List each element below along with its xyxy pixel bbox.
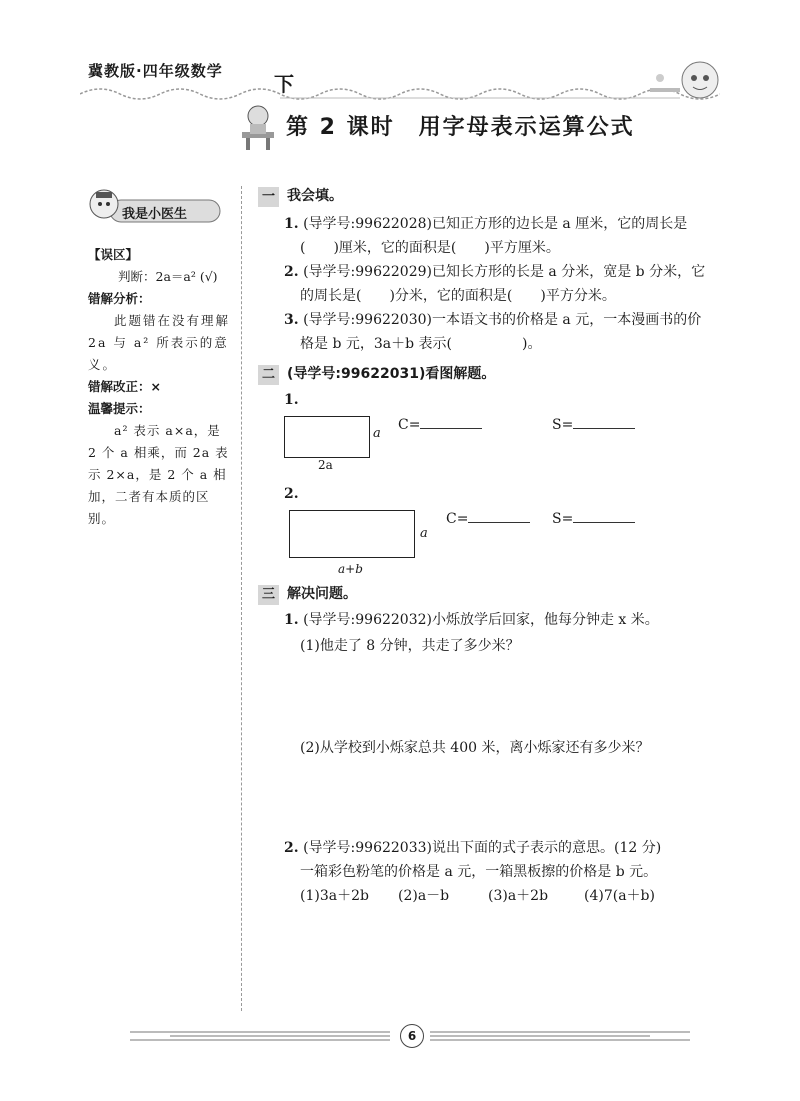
fig1-s-label: S= bbox=[552, 417, 574, 433]
q1-1-continued: ( )厘米，它的面积是( )平方厘米。 bbox=[300, 240, 560, 256]
fig1-s-blank[interactable] bbox=[573, 414, 635, 429]
section-1-label: 一 bbox=[258, 187, 279, 207]
error-zone-label: 【误区】 bbox=[88, 247, 139, 262]
q1-3-number: 3. bbox=[284, 312, 299, 328]
correction-label: 错解改正：× bbox=[88, 379, 161, 394]
section-2-label: 二 bbox=[258, 365, 279, 385]
column-divider bbox=[241, 186, 242, 1011]
q1-1-number: 1. bbox=[284, 216, 299, 232]
fig1-c-blank[interactable] bbox=[420, 414, 482, 429]
section-2-heading bbox=[258, 364, 495, 385]
lesson-title: 第 2 课时 用字母表示运算公式 bbox=[286, 115, 635, 140]
section-3-title: 解决问题。 bbox=[287, 586, 358, 602]
fig2-area bbox=[552, 508, 635, 529]
fig1-height-label: a bbox=[373, 426, 381, 441]
sidebar-badge-label: 我是小医生 bbox=[122, 207, 188, 222]
q3-1-sub1: (1)他走了 8 分钟，共走了多少米？ bbox=[300, 638, 520, 654]
cartoon-decoration-icon bbox=[640, 58, 730, 102]
fig2-width-label: a+b bbox=[338, 562, 363, 576]
q3-1-sub2: (2)从学校到小烁家总共 400 米，离小烁家还有多少米？ bbox=[300, 740, 650, 756]
section-2-title: (导学号:99622031)看图解题。 bbox=[287, 366, 496, 382]
section-1-title: 我会填。 bbox=[287, 188, 344, 204]
fig2-c-blank[interactable] bbox=[468, 508, 530, 523]
rectangle-figure-1 bbox=[284, 416, 370, 458]
section-3-label: 三 bbox=[258, 585, 279, 605]
q3-2-text: (导学号:99622033)说出下面的式子表示的意思。(12 分) bbox=[303, 840, 662, 856]
fig1-number: 1. bbox=[284, 392, 299, 408]
fig1-perimeter bbox=[398, 414, 482, 435]
analysis-text: 此题错在没有理解 2a 与 a² 所表示的意义。 bbox=[88, 313, 231, 372]
q1-1-text: (导学号:99622028)已知正方形的边长是 a 厘米，它的周长是 bbox=[303, 216, 688, 232]
fig1-width-label: 2a bbox=[318, 458, 333, 472]
q1-2-text: (导学号:99622029)已知长方形的长是 a 分米，宽是 b 分米，它 bbox=[303, 264, 706, 280]
q3-2-condition: 一箱彩色粉笔的价格是 a 元，一箱黑板擦的价格是 b 元。 bbox=[300, 864, 658, 880]
q3-2 bbox=[284, 838, 661, 858]
tip-text: a² 表示 a×a，是 2 个 a 相乘，而 2a 表示 2×a，是 2 个 a 相加，二者有本质的区别。 bbox=[88, 423, 229, 526]
page-number: 6 bbox=[400, 1024, 424, 1048]
q3-1-text: (导学号:99622032)小烁放学后回家，他每分钟走 x 米。 bbox=[303, 612, 659, 628]
tip-label: 温馨提示： bbox=[88, 401, 151, 416]
expr-1: (1)3a＋2b bbox=[300, 888, 369, 904]
teacher-icon bbox=[238, 102, 278, 150]
fig2-number: 2. bbox=[284, 486, 299, 502]
fig2-s-label: S= bbox=[552, 511, 574, 527]
q1-2-continued: 的周长是( )分米，它的面积是( )平方分米。 bbox=[300, 288, 616, 304]
fig1-c-label: C= bbox=[398, 417, 421, 433]
section-3-heading bbox=[258, 584, 357, 605]
q3-2-number: 2. bbox=[284, 840, 299, 856]
q3-2-expressions bbox=[300, 886, 720, 906]
expr-2: (2)a－b bbox=[398, 888, 450, 904]
fig2-c-label: C= bbox=[446, 511, 469, 527]
volume-mark: 下 bbox=[274, 72, 294, 96]
fig2-height-label: a bbox=[420, 526, 428, 541]
fig1-area bbox=[552, 414, 635, 435]
section-1-heading bbox=[258, 186, 343, 207]
rectangle-figure-2 bbox=[289, 510, 415, 558]
q1-3-text: (导学号:99622030)一本语文书的价格是 a 元，一本漫画书的价 bbox=[303, 312, 702, 328]
fig2-s-blank[interactable] bbox=[573, 508, 635, 523]
expr-3: (3)a＋2b bbox=[488, 888, 549, 904]
header-wave-decoration bbox=[80, 80, 720, 102]
section-1-questions bbox=[284, 212, 744, 356]
expr-4: (4)7(a＋b) bbox=[584, 888, 655, 904]
judge-statement: 判断：2a＝a² (√) bbox=[118, 269, 218, 284]
sidebar-panel bbox=[88, 244, 230, 530]
q1-2-number: 2. bbox=[284, 264, 299, 280]
q3-1 bbox=[284, 610, 659, 630]
q3-1-number: 1. bbox=[284, 612, 299, 628]
analysis-label: 错解分析： bbox=[88, 291, 151, 306]
fig2-perimeter bbox=[446, 508, 530, 529]
q1-3-continued: 格是 b 元，3a＋b 表示( )。 bbox=[300, 336, 542, 352]
book-title: 冀教版·四年级数学 bbox=[88, 62, 223, 80]
